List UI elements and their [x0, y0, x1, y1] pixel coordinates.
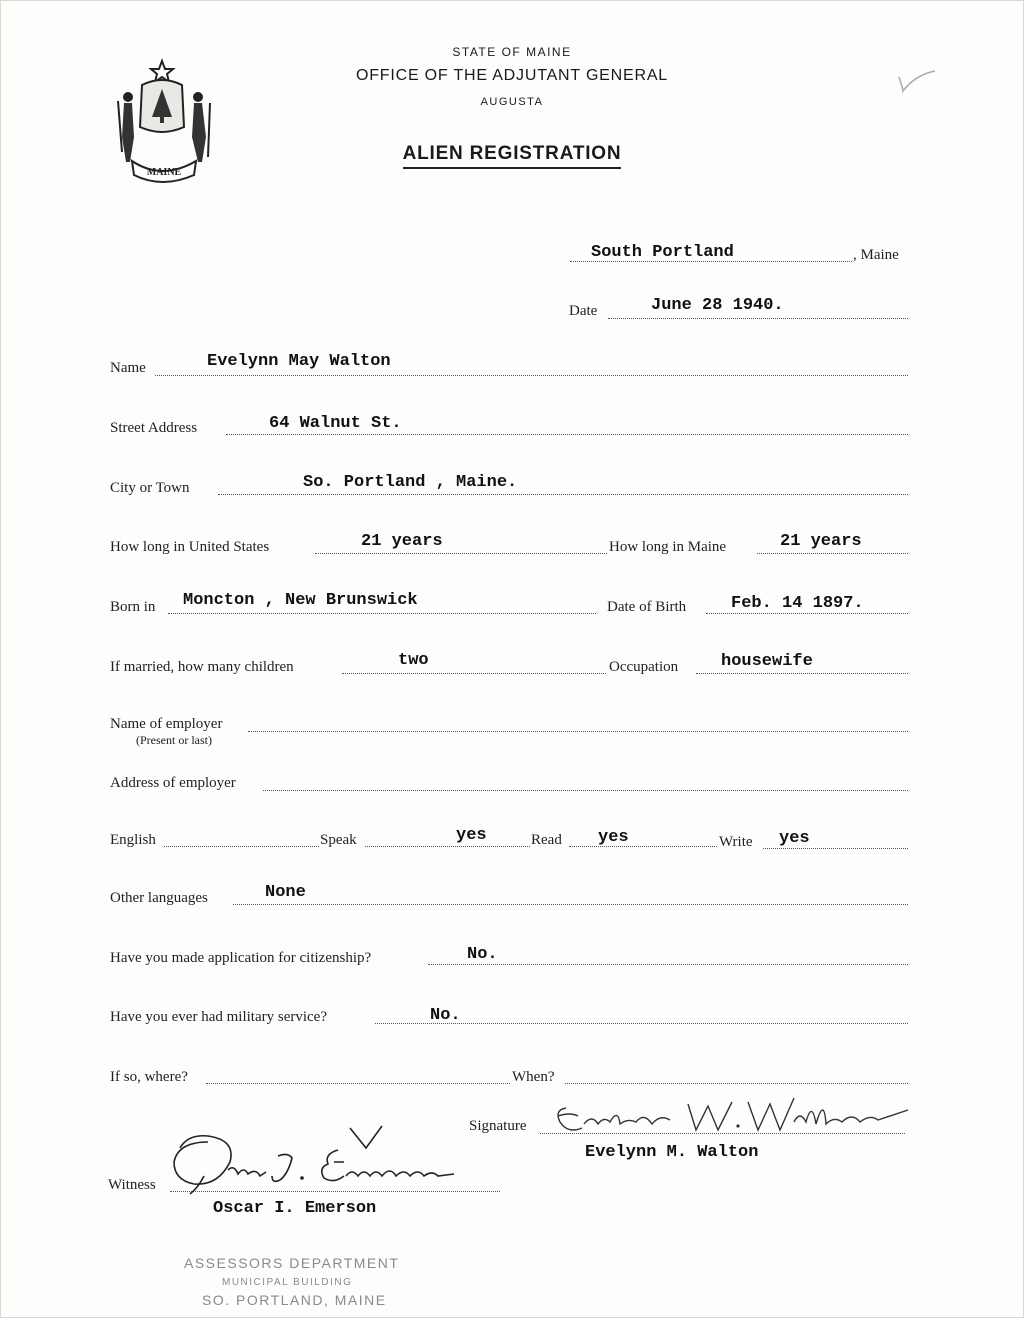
dob-label: Date of Birth: [607, 599, 687, 615]
military-value: No.: [430, 1006, 461, 1025]
stamp-line-3: SO. PORTLAND, MAINE: [202, 1292, 387, 1308]
employer-address-label: Address of employer: [110, 775, 236, 791]
read-value: yes: [598, 828, 629, 847]
city-label: City or Town: [110, 480, 190, 496]
name-label: Name: [110, 360, 146, 376]
speak-value: yes: [456, 826, 487, 845]
signature-typed: Evelynn M. Walton: [585, 1143, 759, 1162]
header-city: AUGUSTA: [480, 96, 544, 108]
read-label: Read: [531, 832, 562, 848]
signature-label: Signature: [469, 1118, 527, 1134]
dob-value: Feb. 14 1897.: [731, 594, 864, 613]
when-label: When?: [512, 1069, 555, 1085]
children-value: two: [398, 651, 429, 670]
us-duration-label: How long in United States: [110, 539, 270, 555]
employer-label: Name of employer: [110, 716, 223, 732]
form-title-text: ALIEN REGISTRATION: [403, 143, 622, 169]
us-duration-value: 21 years: [361, 532, 443, 551]
witness-signature-icon: [168, 1118, 463, 1198]
citizenship-label: Have you made application for citizenship?: [110, 950, 372, 966]
write-value: yes: [779, 829, 810, 848]
occupation-label: Occupation: [609, 659, 679, 675]
employer-sublabel: (Present or last): [136, 733, 212, 747]
city-value: So. Portland , Maine.: [303, 473, 518, 492]
maine-duration-value: 21 years: [780, 532, 862, 551]
svg-text:MAINE: MAINE: [146, 167, 182, 178]
header-state: STATE OF MAINE: [452, 45, 572, 59]
occupation-value: housewife: [721, 652, 813, 671]
name-value: Evelynn May Walton: [207, 352, 391, 371]
children-label: If married, how many children: [110, 659, 294, 675]
witness-typed: Oscar I. Emerson: [213, 1199, 377, 1218]
speak-label: Speak: [320, 832, 357, 848]
where-label: If so, where?: [110, 1069, 188, 1085]
citizenship-value: No.: [467, 945, 498, 964]
other-languages-value: None: [265, 883, 306, 902]
header-office: OFFICE OF THE ADJUTANT GENERAL: [355, 67, 669, 84]
place-suffix: , Maine: [853, 247, 899, 263]
military-label: Have you ever had military service?: [110, 1009, 327, 1025]
date-value: June 28 1940.: [651, 296, 784, 315]
other-languages-label: Other languages: [110, 890, 208, 906]
witness-label: Witness: [108, 1177, 156, 1193]
born-label: Born in: [110, 599, 156, 615]
write-label: Write: [719, 834, 753, 850]
applicant-signature-icon: [548, 1088, 913, 1144]
english-label: English: [110, 832, 156, 848]
street-label: Street Address: [110, 420, 198, 436]
stamp-line-1: ASSESSORS DEPARTMENT: [184, 1255, 400, 1271]
place-town: South Portland: [591, 243, 734, 262]
maine-duration-label: How long in Maine: [609, 539, 727, 555]
street-value: 64 Walnut St.: [269, 414, 402, 433]
born-value: Moncton , New Brunswick: [183, 591, 418, 610]
date-label: Date: [569, 303, 598, 319]
form-title: [0, 143, 1024, 165]
stamp-line-2: MUNICIPAL BUILDING: [222, 1277, 353, 1288]
